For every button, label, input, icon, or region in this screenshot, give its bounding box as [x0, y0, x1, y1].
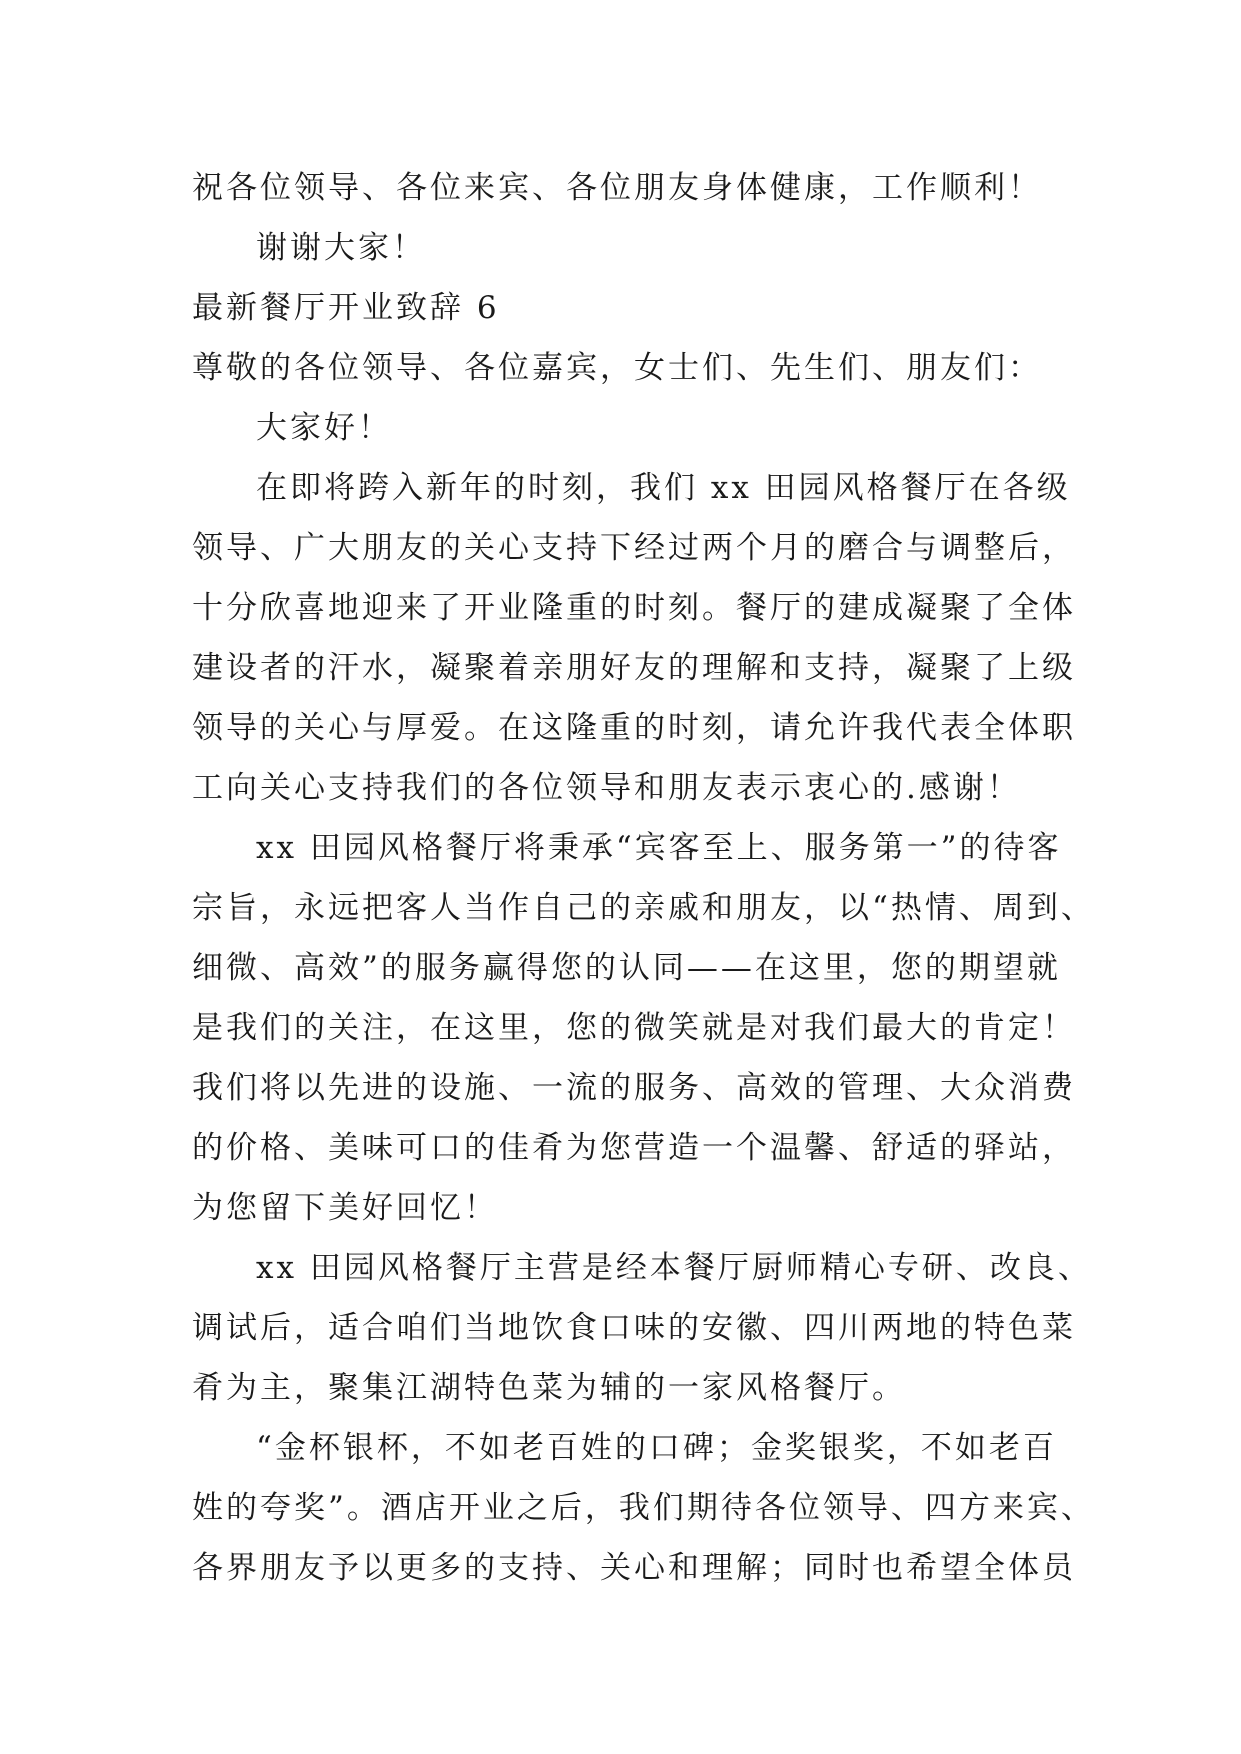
text-line: 在即将跨入新年的时刻，我们 xx 田园风格餐厅在各级	[256, 470, 1071, 506]
section-heading: 最新餐厅开业致辞 6	[192, 290, 500, 326]
text-line: 谢谢大家！	[256, 230, 426, 266]
text-line: 建设者的汗水，凝聚着亲朋好友的理解和支持，凝聚了上级	[192, 650, 1076, 686]
text-line: xx 田园风格餐厅将秉承“宾客至上、服务第一”的待客	[256, 830, 1062, 866]
document-body	[192, 158, 1095, 1598]
text-line: 领导、广大朋友的关心支持下经过两个月的磨合与调整后，	[192, 530, 1076, 566]
text-line: 我们将以先进的设施、一流的服务、高效的管理、大众消费	[192, 1070, 1076, 1106]
text-line: 为您留下美好回忆！	[192, 1190, 498, 1226]
text-line: 姓的夸奖”。酒店开业之后，我们期待各位领导、四方来宾、	[192, 1490, 1095, 1526]
salutation: 尊敬的各位领导、各位嘉宾，女士们、先生们、朋友们：	[192, 350, 1042, 386]
text-line: 各界朋友予以更多的支持、关心和理解；同时也希望全体员	[192, 1550, 1076, 1586]
text-line: 十分欣喜地迎来了开业隆重的时刻。餐厅的建成凝聚了全体	[192, 590, 1076, 626]
text-line: 是我们的关注，在这里，您的微笑就是对我们最大的肯定！	[192, 1010, 1076, 1046]
text-line: 肴为主，聚集江湖特色菜为辅的一家风格餐厅。	[192, 1370, 906, 1406]
text-line: 细微、高效”的服务赢得您的认同——在这里，您的期望就	[192, 950, 1061, 986]
text-line: 的价格、美味可口的佳肴为您营造一个温馨、舒适的驿站，	[192, 1130, 1076, 1166]
text-line: 祝各位领导、各位来宾、各位朋友身体健康，工作顺利！	[192, 170, 1042, 206]
text-line: 宗旨，永远把客人当作自己的亲戚和朋友，以“热情、周到、	[192, 890, 1095, 926]
text-line: 领导的关心与厚爱。在这隆重的时刻，请允许我代表全体职	[192, 710, 1076, 746]
text-line: xx 田园风格餐厅主营是经本餐厅厨师精心专研、改良、	[256, 1250, 1092, 1286]
text-line: 工向关心支持我们的各位领导和朋友表示衷心的.感谢！	[192, 770, 1021, 806]
text-line: 调试后，适合咱们当地饮食口味的安徽、四川两地的特色菜	[192, 1310, 1076, 1346]
text-line: “金杯银杯，不如老百姓的口碑；金奖银奖，不如老百	[256, 1430, 1057, 1466]
greeting: 大家好！	[256, 410, 392, 446]
